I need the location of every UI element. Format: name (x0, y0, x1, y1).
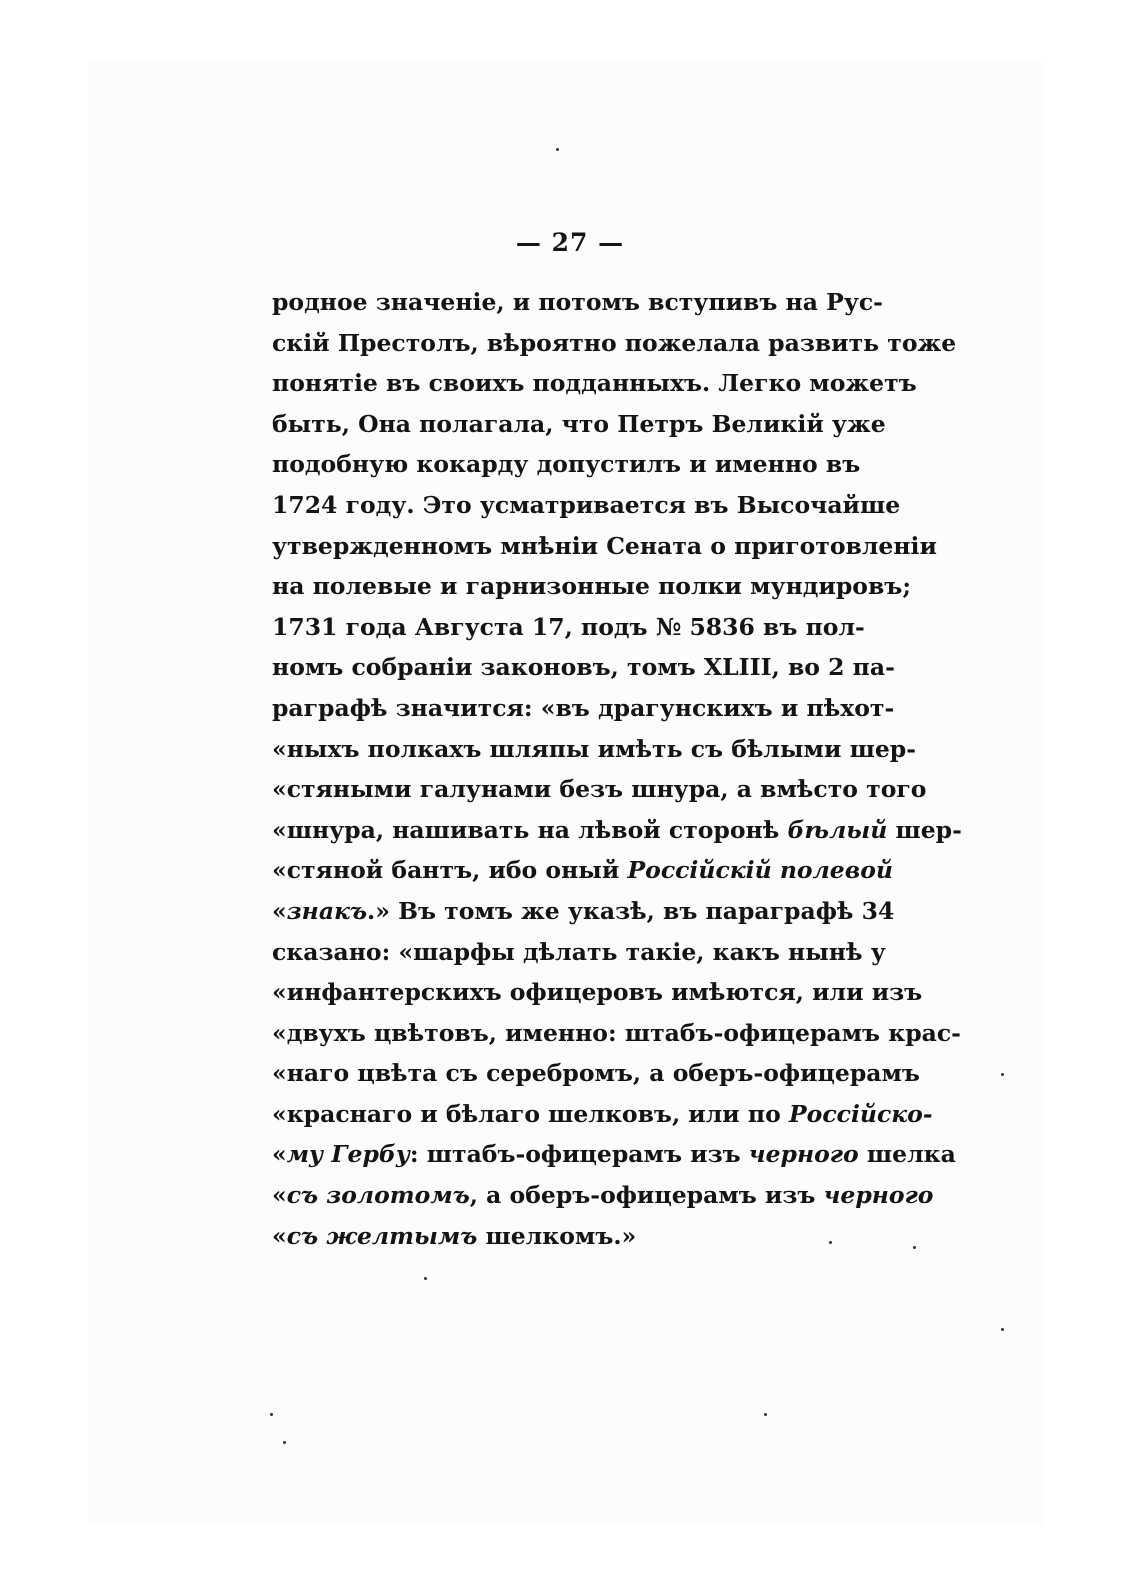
text-segment: .» Въ томъ же указѣ, въ параграфѣ 34 (367, 896, 895, 925)
italic-text: Россійско- (788, 1099, 933, 1128)
text-line (272, 323, 957, 364)
text-segment: утвержденномъ мнѣніи Сената о приготовленіи (272, 531, 937, 560)
text-segment: , а оберъ-офицерамъ изъ (469, 1181, 824, 1210)
text-line (272, 485, 901, 526)
text-line (272, 769, 927, 810)
text-segment: шелкомъ.» (477, 1221, 637, 1250)
text-segment: раграфѣ значится: «въ драгунскихъ и пѣхот- (272, 693, 895, 722)
italic-text: знакъ (286, 896, 368, 925)
text-segment: « (272, 896, 287, 925)
italic-text: съ золотомъ (286, 1181, 470, 1210)
text-segment: 1731 года Августа 17, подъ № 5836 въ пол- (272, 612, 865, 641)
text-line (272, 972, 923, 1013)
text-line (272, 729, 916, 770)
text-segment: номъ собраніи законовъ, томъ XLIII, во 2 па- (272, 653, 895, 682)
text-segment: шелка (858, 1140, 956, 1169)
text-segment: : штабъ-офицерамъ изъ (409, 1140, 749, 1169)
text-segment: « (272, 1140, 287, 1169)
scan-speck (829, 1241, 832, 1244)
text-line (272, 647, 895, 688)
text-line (272, 891, 895, 932)
scan-speck (283, 1441, 286, 1444)
text-line (272, 1053, 920, 1094)
text-segment: понятіе въ своихъ подданныхъ. Легко можетъ (272, 369, 917, 398)
text-segment: «шнура, нашивать на лѣвой сторонѣ (272, 815, 788, 844)
text-segment: шер- (887, 815, 962, 844)
italic-text: черного (748, 1140, 859, 1169)
italic-text: черного (823, 1181, 934, 1210)
text-segment: «краснаго и бѣлаго шелковъ, или по (272, 1099, 789, 1128)
text-segment: на полевые и гарнизонные полки мундировъ; (272, 572, 911, 601)
italic-text: бѣлый (787, 815, 888, 844)
text-segment: быть, Она полагала, что Петръ Великій уже (272, 409, 886, 438)
text-segment: «инфантерскихъ офицеровъ имѣются, или изъ (272, 978, 923, 1007)
text-segment: «ныхъ полкахъ шляпы имѣть съ бѣлыми шер- (272, 734, 916, 763)
scan-speck (913, 1246, 916, 1249)
text-line (272, 526, 937, 567)
text-line (272, 1216, 858, 1257)
text-segment: скій Престолъ, вѣроятно пожелала развить тоже (272, 328, 957, 357)
text-line (272, 566, 911, 607)
text-line (272, 404, 886, 445)
text-line (272, 1175, 934, 1216)
scan-speck (764, 1413, 767, 1416)
text-line (272, 607, 865, 648)
text-line (272, 1134, 956, 1175)
text-line (272, 282, 883, 323)
text-segment: «стяной бантъ, ибо оный (272, 856, 628, 885)
scan-speck (556, 148, 559, 151)
text-line (272, 932, 886, 973)
text-line (272, 1013, 961, 1054)
italic-text: съ желтымъ (286, 1221, 478, 1250)
text-line (272, 444, 861, 485)
body-text (272, 282, 962, 1256)
text-line (272, 810, 962, 851)
text-segment: « (272, 1181, 287, 1210)
scan-speck (424, 1277, 427, 1280)
text-line (272, 1094, 933, 1135)
text-segment: сказано: «шарфы дѣлать такіе, какъ нынѣ у (272, 937, 886, 966)
text-line (272, 363, 917, 404)
italic-text: му Гербу (286, 1140, 410, 1169)
text-line (272, 850, 893, 891)
text-segment: 1724 году. Это усматривается въ Высочайше (272, 490, 901, 519)
text-segment: « (272, 1221, 287, 1250)
text-segment: «стяными галунами безъ шнура, а вмѣсто того (272, 775, 927, 804)
scan-speck (1001, 1073, 1004, 1076)
scan-speck (270, 1413, 273, 1416)
text-line (272, 688, 895, 729)
text-segment: «наго цвѣта съ серебромъ, а оберъ-офицерамъ (272, 1059, 920, 1088)
text-segment: подобную кокарду допустилъ и именно въ (272, 450, 861, 479)
text-segment: «двухъ цвѣтовъ, именно: штабъ-офицерамъ крас- (272, 1018, 961, 1047)
italic-text: Россійскій полевой (627, 856, 893, 885)
page-number: — 27 — (515, 228, 625, 257)
text-segment: родное значеніе, и потомъ вступивъ на Рус- (272, 288, 883, 316)
scan-speck (1001, 1328, 1004, 1331)
